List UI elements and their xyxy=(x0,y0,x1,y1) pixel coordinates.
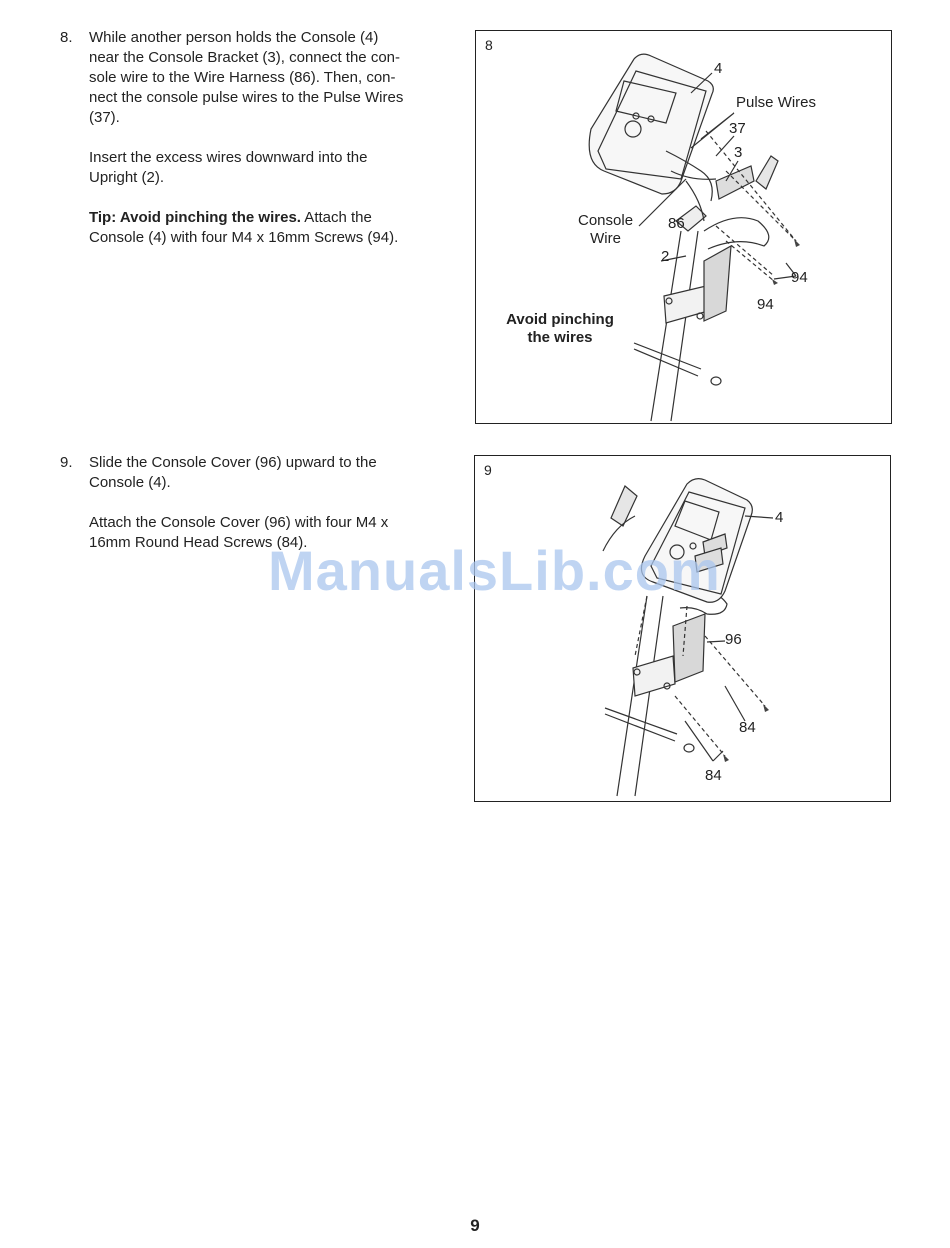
instruction-paragraph: Attach the Console Cover (96) with four M4 x 16mm Round Head Screws (84). xyxy=(89,514,389,551)
watermark: ManualsLib.com xyxy=(268,539,721,602)
callout-screw: 94 xyxy=(791,269,808,286)
callout-console-wire: Console Wire xyxy=(578,212,634,247)
step-number: 8. xyxy=(60,29,73,46)
tip-text: Attach the Console (4) with four M4 x 16mm Screws (94). xyxy=(89,209,399,246)
callout-pulse-wires: Pulse Wires xyxy=(736,94,817,111)
figure-9 xyxy=(474,455,891,802)
warning-note: Avoid pinching the wires xyxy=(506,311,614,346)
step-instructions xyxy=(89,28,450,248)
callout-bracket: 3 xyxy=(734,144,743,161)
callout-console: 4 xyxy=(775,509,784,526)
callout-upright: 2 xyxy=(661,248,670,265)
console-cover-illustration xyxy=(475,456,892,803)
page-number: 9 xyxy=(470,1216,480,1235)
callout-console: 4 xyxy=(714,60,723,77)
step-8 xyxy=(60,28,450,268)
figure-number: 9 xyxy=(484,462,492,478)
figure-number: 8 xyxy=(485,37,493,53)
step-number: 9. xyxy=(60,454,73,471)
callout-pulse-number: 37 xyxy=(729,120,746,137)
tip-label: Tip: Avoid pinching the wires. xyxy=(89,209,301,226)
instruction-paragraph: Insert the excess wires downward into the Upright (2). xyxy=(89,149,368,186)
callout-harness: 86 xyxy=(668,215,685,232)
instruction-paragraph: While another person holds the Console (4) near the Console Bracket (3), connect the con- sole wire to the Wire Harness (86). Then, con- nect the console pulse wires to the Pulse Wires (37). xyxy=(89,29,404,126)
callout-screw: 84 xyxy=(705,767,722,784)
callout-screw: 84 xyxy=(739,719,756,736)
figure-8 xyxy=(475,30,892,424)
tip-paragraph xyxy=(89,208,450,248)
callout-screw: 94 xyxy=(757,296,774,313)
callout-cover: 96 xyxy=(725,631,742,648)
instruction-paragraph: Slide the Console Cover (96) upward to the Console (4). xyxy=(89,454,377,491)
